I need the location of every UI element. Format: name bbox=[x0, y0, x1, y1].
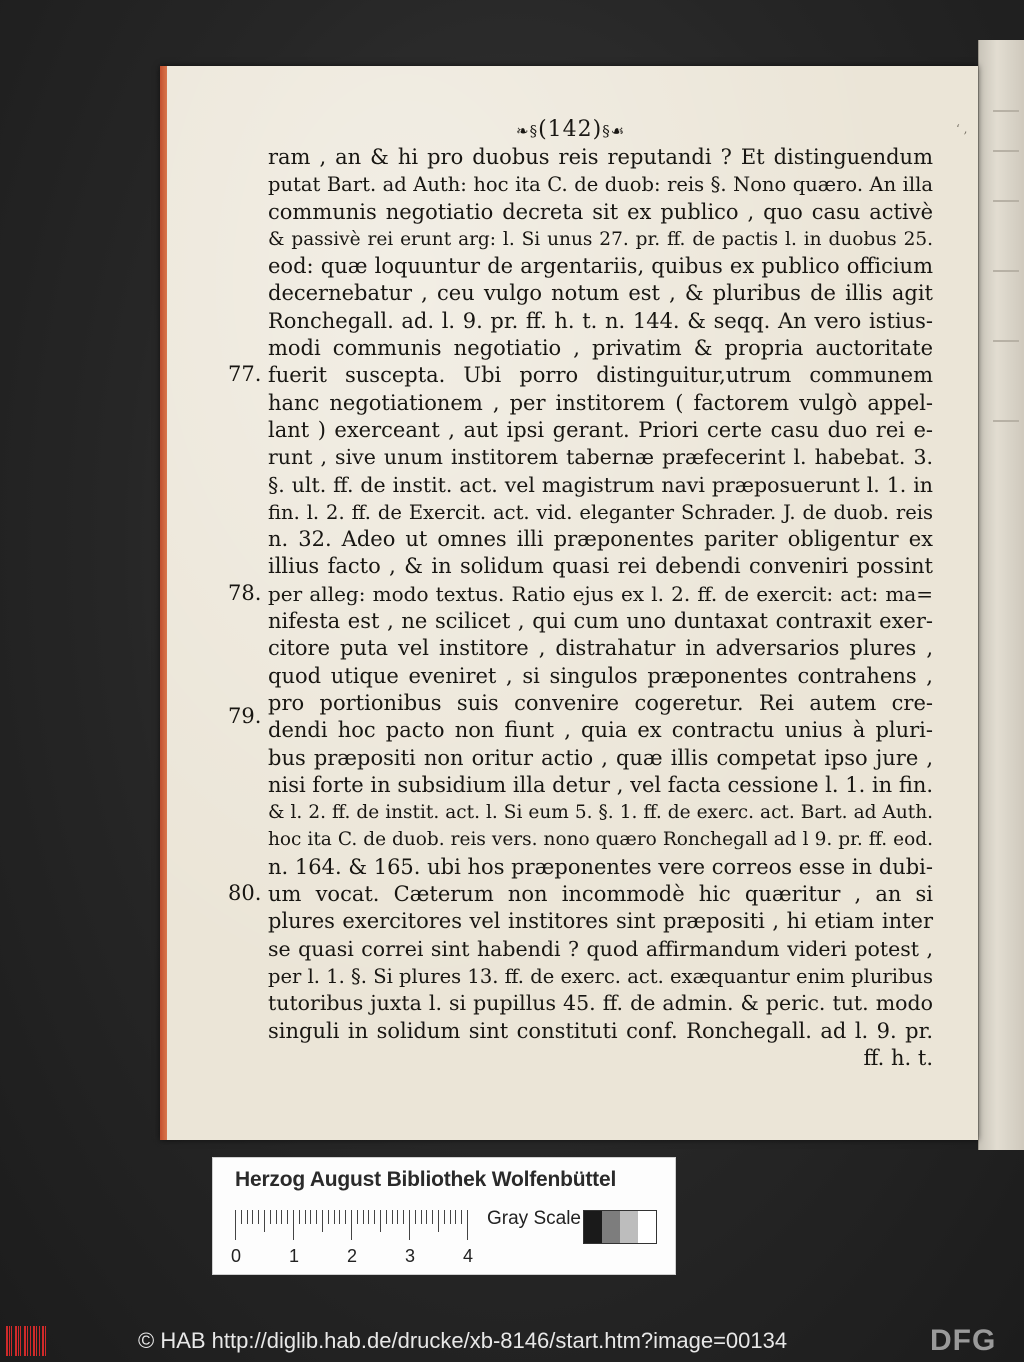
ruler-tick bbox=[368, 1210, 369, 1224]
page-corner-marks: ‘ , bbox=[956, 122, 968, 136]
logo-bar bbox=[18, 1326, 19, 1356]
right-ornament-icon: §☙ bbox=[602, 122, 626, 140]
text-line: runt , sive unum institorem tabernæ præfecerint l. habebat. 3. bbox=[268, 445, 933, 470]
ruler-tick bbox=[415, 1210, 416, 1224]
hab-logo-icon bbox=[6, 1326, 48, 1356]
ruler-tick bbox=[247, 1210, 248, 1224]
page-red-edge bbox=[160, 66, 167, 1140]
logo-bar bbox=[45, 1326, 46, 1356]
text-line: um vocat. Cæterum non incommodè hic quæritur , an si bbox=[268, 882, 933, 907]
margin-number: 78. bbox=[228, 580, 262, 605]
text-line: singuli in solidum sint constituti conf. Ronchegall. ad l. 9. pr. bbox=[268, 1018, 933, 1043]
footer-bar bbox=[0, 1320, 1024, 1362]
ruler-tick bbox=[264, 1210, 265, 1232]
margin-number: 80. bbox=[228, 881, 262, 906]
text-line: Ronchegall. ad. l. 9. pr. ff. h. t. n. 144. & seqq. An vero istius- bbox=[268, 308, 933, 333]
text-line: illius facto , & in solidum quasi rei debendi conveniri possint bbox=[268, 554, 933, 579]
text-line: nifesta est , ne scilicet , qui cum uno duntaxat contraxit exer- bbox=[268, 609, 933, 634]
ruler-tick bbox=[392, 1210, 393, 1224]
ruler-tick bbox=[432, 1210, 433, 1224]
logo-bar bbox=[15, 1326, 17, 1356]
ruler-tick bbox=[351, 1210, 352, 1240]
text-line: hoc ita C. de duob. reis vers. nono quæro Ronchegall ad l 9. pr. ff. eod. bbox=[268, 829, 933, 851]
logo-bar bbox=[39, 1326, 40, 1356]
gray-swatch bbox=[602, 1211, 620, 1243]
ruler-tick bbox=[316, 1210, 317, 1224]
ruler-tick bbox=[426, 1210, 427, 1224]
text-line: lant ) exerceant , aut ipsi gerant. Priori certe casu duo rei e- bbox=[268, 417, 933, 442]
ruler-tick bbox=[270, 1210, 271, 1224]
text-line: §. ult. ff. de instit. act. vel magistrum navi præposuerunt l. 1. in bbox=[268, 472, 933, 497]
ruler-tick bbox=[455, 1210, 456, 1224]
page-number-header: ❧§(142)§☙ bbox=[516, 117, 626, 142]
ruler-tick bbox=[305, 1210, 306, 1224]
library-name: Herzog August Bibliothek Wolfenbüttel bbox=[235, 1168, 617, 1191]
page-text-body bbox=[268, 144, 933, 1072]
left-ornament-icon: ❧§ bbox=[516, 122, 539, 140]
scale-ruler-labels bbox=[231, 1246, 491, 1268]
ruler-tick bbox=[386, 1210, 387, 1224]
text-line: nisi forte in subsidium illa detur , vel facta cessione l. 1. in fin. bbox=[268, 772, 934, 797]
text-line: decernebatur , ceu vulgo notum est , & pluribus de illis agit bbox=[268, 281, 933, 306]
ruler-label: 4 bbox=[463, 1246, 474, 1266]
ruler-tick bbox=[461, 1210, 462, 1224]
logo-bar bbox=[36, 1326, 37, 1356]
logo-bar bbox=[9, 1326, 10, 1356]
gray-scale-swatches bbox=[583, 1210, 657, 1244]
logo-bar bbox=[24, 1326, 26, 1356]
gray-swatch bbox=[584, 1211, 602, 1243]
ruler-tick bbox=[293, 1210, 294, 1240]
ruler-label: 2 bbox=[347, 1246, 358, 1266]
logo-bar bbox=[42, 1326, 44, 1356]
margin-number: 79. bbox=[228, 703, 262, 728]
text-line: putat Bart. ad Auth: hoc ita C. de duob: reis §. Nono quæro. An illa bbox=[268, 173, 933, 197]
text-line: & l. 2. ff. de instit. act. l. Si eum 5. §. 1. ff. de exerc. act. Bart. ad Auth. bbox=[268, 802, 933, 824]
ruler-label: 1 bbox=[289, 1246, 300, 1266]
logo-bar bbox=[30, 1326, 31, 1356]
ruler-label: 3 bbox=[405, 1246, 416, 1266]
text-line: & passivè rei erunt arg: l. Si unus 27. pr. ff. de pactis l. in duobus 25. bbox=[268, 228, 933, 250]
text-line: communis negotiatio decreta sit ex publico , quo casu activè bbox=[268, 199, 933, 224]
text-line: plures exercitores vel institores sint præpositi , hi etiam inter bbox=[268, 909, 933, 934]
ruler-tick bbox=[241, 1210, 242, 1224]
text-line: eod: quæ loquuntur de argentariis, quibus ex publico officium bbox=[268, 254, 933, 279]
logo-bar bbox=[6, 1326, 8, 1356]
ruler-tick bbox=[334, 1210, 335, 1224]
text-line: fin. l. 2. ff. de Exercit. act. vid. eleganter Schrader. J. de duob. reis bbox=[268, 500, 933, 524]
ruler-tick bbox=[276, 1210, 277, 1224]
ruler-tick bbox=[310, 1210, 311, 1224]
ruler-label: 0 bbox=[231, 1246, 242, 1266]
logo-bar bbox=[33, 1326, 35, 1356]
text-line: fuerit suscepta. Ubi porro distinguitur,utrum communem bbox=[268, 363, 933, 388]
ruler-tick bbox=[287, 1210, 288, 1224]
ruler-tick bbox=[357, 1210, 358, 1224]
ruler-tick bbox=[235, 1210, 236, 1240]
ruler-tick bbox=[363, 1210, 364, 1224]
ruler-tick bbox=[397, 1210, 398, 1224]
ruler-tick bbox=[339, 1210, 340, 1224]
ruler-tick bbox=[252, 1210, 253, 1224]
ruler-tick bbox=[374, 1210, 375, 1224]
text-line: per l. 1. §. Si plures 13. ff. de exerc. act. exæquantur enim pluribus bbox=[268, 964, 933, 988]
ruler-tick bbox=[258, 1210, 259, 1224]
text-line: ram , an & hi pro duobus reis reputandi ? Et distinguendum bbox=[268, 145, 933, 169]
color-calibration-bar bbox=[212, 1157, 676, 1275]
text-line: quod utique eveniret , si singulos præponentes contrahens , bbox=[268, 663, 933, 688]
text-line: tutoribus juxta l. si pupillus 45. ff. de admin. & peric. tut. modo bbox=[268, 991, 933, 1016]
text-line: n. 164. & 165. ubi hos præponentes vere correos esse in dubi- bbox=[268, 854, 933, 879]
text-line: hanc negotiationem , per institorem ( factorem vulgò appel- bbox=[268, 390, 933, 415]
ruler-tick bbox=[380, 1210, 381, 1232]
gray-swatch bbox=[638, 1211, 656, 1243]
text-line: per alleg: modo textus. Ratio ejus ex l. 2. ff. de exercit: act: ma= bbox=[268, 581, 933, 606]
gray-swatch bbox=[620, 1211, 638, 1243]
margin-number: 77. bbox=[228, 362, 262, 387]
text-line: pro portionibus suis convenire cogeretur. Rei autem cre- bbox=[268, 690, 933, 715]
ruler-tick bbox=[328, 1210, 329, 1224]
logo-bar bbox=[20, 1326, 21, 1356]
scale-ruler bbox=[235, 1210, 475, 1240]
text-line: n. 32. Adeo ut omnes illi præponentes pariter obligentur ex bbox=[268, 527, 933, 552]
ruler-tick bbox=[438, 1210, 439, 1232]
ruler-tick bbox=[467, 1210, 468, 1240]
ruler-tick bbox=[421, 1210, 422, 1224]
ruler-tick bbox=[281, 1210, 282, 1224]
ruler-tick bbox=[403, 1210, 404, 1224]
logo-bar bbox=[11, 1326, 12, 1356]
adjacent-page-edge bbox=[978, 40, 1024, 1150]
ruler-tick bbox=[345, 1210, 346, 1224]
text-line: bus præpositi non oritur actio , quæ illis competat ipso jure , bbox=[268, 745, 933, 770]
ruler-tick bbox=[322, 1210, 323, 1232]
logo-bar bbox=[27, 1326, 28, 1356]
ruler-tick bbox=[409, 1210, 410, 1240]
text-line: ff. h. t. bbox=[863, 1045, 933, 1070]
text-line: citore puta vel institore , distrahatur in adversarios plures , bbox=[268, 636, 933, 661]
ruler-tick bbox=[450, 1210, 451, 1224]
text-line: se quasi correi sint habendi ? quod affirmandum videri potest , bbox=[268, 936, 933, 961]
dfg-logo: DFG bbox=[930, 1324, 997, 1357]
gray-scale-label: Gray Scale bbox=[487, 1208, 581, 1229]
text-line: modi communis negotiatio , privatim & propria auctoritate bbox=[268, 336, 933, 361]
copyright-url[interactable]: © HAB http://diglib.hab.de/drucke/xb-8146/start.htm?image=00134 bbox=[138, 1328, 788, 1353]
text-line: dendi hoc pacto non fiunt , quia ex contractu unius à pluri- bbox=[268, 718, 933, 743]
ruler-tick bbox=[299, 1210, 300, 1224]
ruler-tick bbox=[444, 1210, 445, 1224]
